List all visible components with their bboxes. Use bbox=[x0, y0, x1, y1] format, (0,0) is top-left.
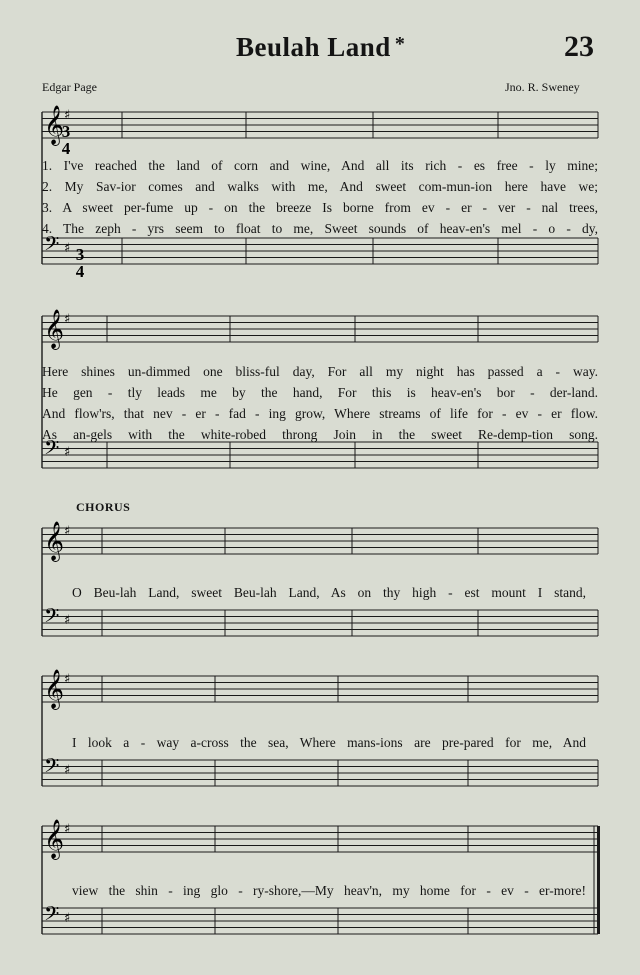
bass-clef-icon: 𝄢 bbox=[44, 436, 60, 464]
key-signature-sharp-icon: ♯ bbox=[64, 911, 71, 926]
bass-clef-icon: 𝄢 bbox=[44, 754, 60, 782]
verse-2-line-1: 2. My Sav-ior comes and walks with me, And sweet com-mun-ion here have we; bbox=[42, 179, 598, 194]
hymn-title-text: Beulah Land bbox=[236, 32, 391, 62]
key-signature-sharp-icon: ♯ bbox=[64, 524, 71, 539]
verse-1-line-1: 1. I've reached the land of corn and wine, And all its rich - es free - ly mine; bbox=[42, 158, 598, 173]
final-barline bbox=[597, 826, 600, 934]
time-signature-upper: 3 bbox=[61, 122, 71, 141]
time-signature-lower: 4 bbox=[61, 139, 71, 158]
lyricist-credit: Edgar Page bbox=[42, 80, 97, 94]
key-signature-sharp-icon: ♯ bbox=[64, 763, 71, 778]
treble-clef-icon: 𝄞 bbox=[44, 819, 65, 859]
key-signature-sharp-icon: ♯ bbox=[64, 445, 71, 460]
key-signature-sharp-icon: ♯ bbox=[64, 822, 71, 837]
title-footnote-mark: * bbox=[394, 33, 406, 55]
treble-clef-icon: 𝄞 bbox=[44, 105, 65, 145]
verse-3-line-1: 3. A sweet per-fume up - on the breeze Is borne from ev - er - ver - nal trees, bbox=[42, 200, 598, 215]
time-signature-lower: 4 bbox=[75, 262, 85, 281]
verse-2-line-2: He gen - tly leads me by the hand, For this is heav-en's bor - der-land. bbox=[42, 385, 598, 400]
verse-4-line-2: As an-gels with the white-robed throng Join in the sweet Re-demp-tion song. bbox=[42, 427, 598, 442]
bass-clef-icon: 𝄢 bbox=[44, 902, 60, 930]
key-signature-sharp-icon: ♯ bbox=[64, 108, 71, 123]
composer-credit: Jno. R. Sweney bbox=[505, 80, 580, 94]
verse-1-line-2: Here shines un-dimmed one bliss-ful day, For all my night has passed a - way. bbox=[42, 364, 598, 379]
treble-clef-icon: 𝄞 bbox=[44, 521, 65, 561]
time-signature-upper: 3 bbox=[75, 245, 85, 264]
time-signature-treble bbox=[62, 122, 71, 158]
bass-clef-icon: 𝄢 bbox=[44, 604, 60, 632]
key-signature-sharp-icon: ♯ bbox=[64, 312, 71, 327]
treble-clef-icon: 𝄞 bbox=[44, 309, 65, 349]
chorus-label: CHORUS bbox=[76, 500, 131, 514]
chorus-line-3: view the shin - ing glo - ry-shore,—My heav'n, my home for - ev - er-more! bbox=[72, 883, 586, 898]
verse-4-line-1: 4. The zeph - yrs seem to float to me, Sweet sounds of heav-en's mel - o - dy, bbox=[42, 221, 598, 236]
chorus-line-2: I look a - way a-cross the sea, Where mans-ions are pre-pared for me, And bbox=[72, 735, 586, 750]
verse-3-line-2: And flow'rs, that nev - er - fad - ing grow, Where streams of life for - ev - er flow. bbox=[42, 406, 598, 421]
key-signature-sharp-icon: ♯ bbox=[64, 672, 71, 687]
chorus-line-1: O Beu-lah Land, sweet Beu-lah Land, As on thy high - est mount I stand, bbox=[72, 585, 586, 600]
time-signature-bass bbox=[76, 245, 85, 281]
bass-clef-icon: 𝄢 bbox=[44, 232, 60, 260]
treble-clef-icon: 𝄞 bbox=[44, 669, 65, 709]
key-signature-sharp-icon: ♯ bbox=[64, 241, 71, 256]
hymn-number: 23 bbox=[564, 30, 594, 63]
key-signature-sharp-icon: ♯ bbox=[64, 613, 71, 628]
